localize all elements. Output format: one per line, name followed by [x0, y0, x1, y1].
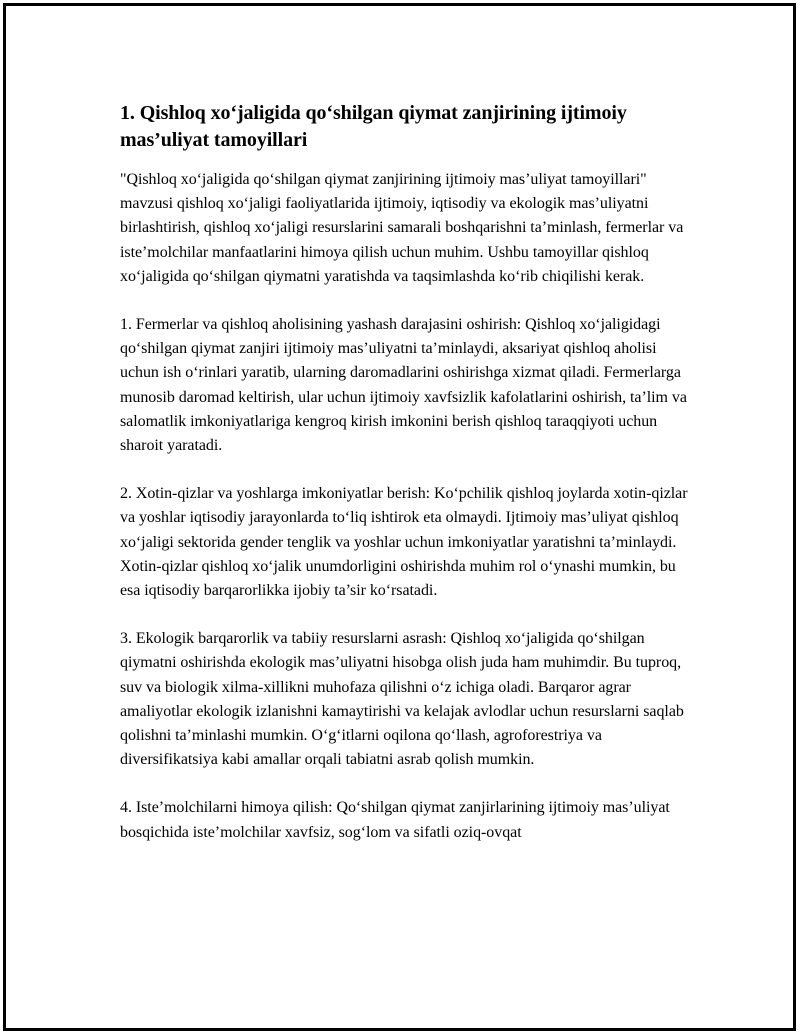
page-frame — [3, 3, 796, 1031]
paragraph-point-3: 3. Ekologik barqarorlik va tabiiy resurslarni asrash: Qishloq xo‘jaligida qo‘shilgan qiymatni oshirishda ekologik mas’uliyatni hisobga olish juda ham muhimdir. Bu tuproq, suv va biologik xilma-xillikni muhofaza qilishni o‘z ichiga oladi. Barqaror agrar amaliyotlar ekologik izlanishni kamaytirishi va kelajak avlodlar uchun resurslarni saqlab qolishni ta’minlashi mumkin. O‘g‘itlarni oqilona qo‘llash, agroforestriya va diversifikatsiya kabi amallar orqali tabiatni asrab qolish mumkin. — [120, 630, 684, 769]
section-heading: 1. Qishloq xo‘jaligida qo‘shilgan qiymat zanjirining ijtimoiy mas’uliyat tamoyillari — [120, 102, 627, 151]
paragraph-point-2: 2. Xotin-qizlar va yoshlarga imkoniyatlar berish: Ko‘pchilik qishloq joylarda xotin-qizlar va yoshlar iqtisodiy jarayonlarda to‘liq ishtirok eta olmaydi. Ijtimoiy mas’uliyat qishloq xo‘jaligi sektorida gender tenglik va yoshlar uchun imkoniyatlar yaratishni ta’minlaydi. Xotin-qizlar qishloq xo‘jalik unumdorligini oshirishda muhim rol o‘ynashi mumkin, bu esa iqtisodiy barqarorlikka ijobiy ta’sir ko‘rsatadi. — [120, 485, 688, 600]
intro-paragraph: "Qishloq xo‘jaligida qo‘shilgan qiymat zanjirining ijtimoiy mas’uliyat tamoyillari" mavzusi qishloq xo‘jaligi faoliyatlarida ijtimoiy, iqtisodiy va ekologik mas’uliyatni birlashtirish, qishloq xo‘jaligi resurslarini samarali boshqarishni ta’minlash, fermerlar va iste’molchilar manfaatlarini himoya qilish uchun muhim. Ushbu tamoyillar qishloq xo‘jaligida qo‘shilgan qiymatni yaratishda va taqsimlashda ko‘rib chiqilishi kerak. — [120, 171, 684, 285]
paragraph-point-1: 1. Fermerlar va qishloq aholisining yashash darajasini oshirish: Qishloq xo‘jaligidagi qo‘shilgan qiymat zanjiri ijtimoiy mas’uliyatni ta’minlaydi, aksariyat qishloq aholisi uchun ish o‘rinlari yaratib, ularning daromadlarini oshirishga xizmat qiladi. Fermerlarga munosib daromad keltirish, ular uchun ijtimoiy xavfsizlik kafolatlarini oshirish, ta’lim va salomatlik imkoniyatlariga kengroq kirish imkonini berish qishloq taraqqiyoti uchun sharoit yaratadi. — [120, 316, 687, 455]
paragraph-point-4: 4. Iste’molchilarni himoya qilish: Qo‘shilgan qiymat zanjirlarining ijtimoiy mas’uliyat bosqichida iste’molchilar xavfsiz, sog‘lom va sifatli oziq-ovqat — [120, 799, 670, 841]
document-body — [120, 100, 692, 869]
